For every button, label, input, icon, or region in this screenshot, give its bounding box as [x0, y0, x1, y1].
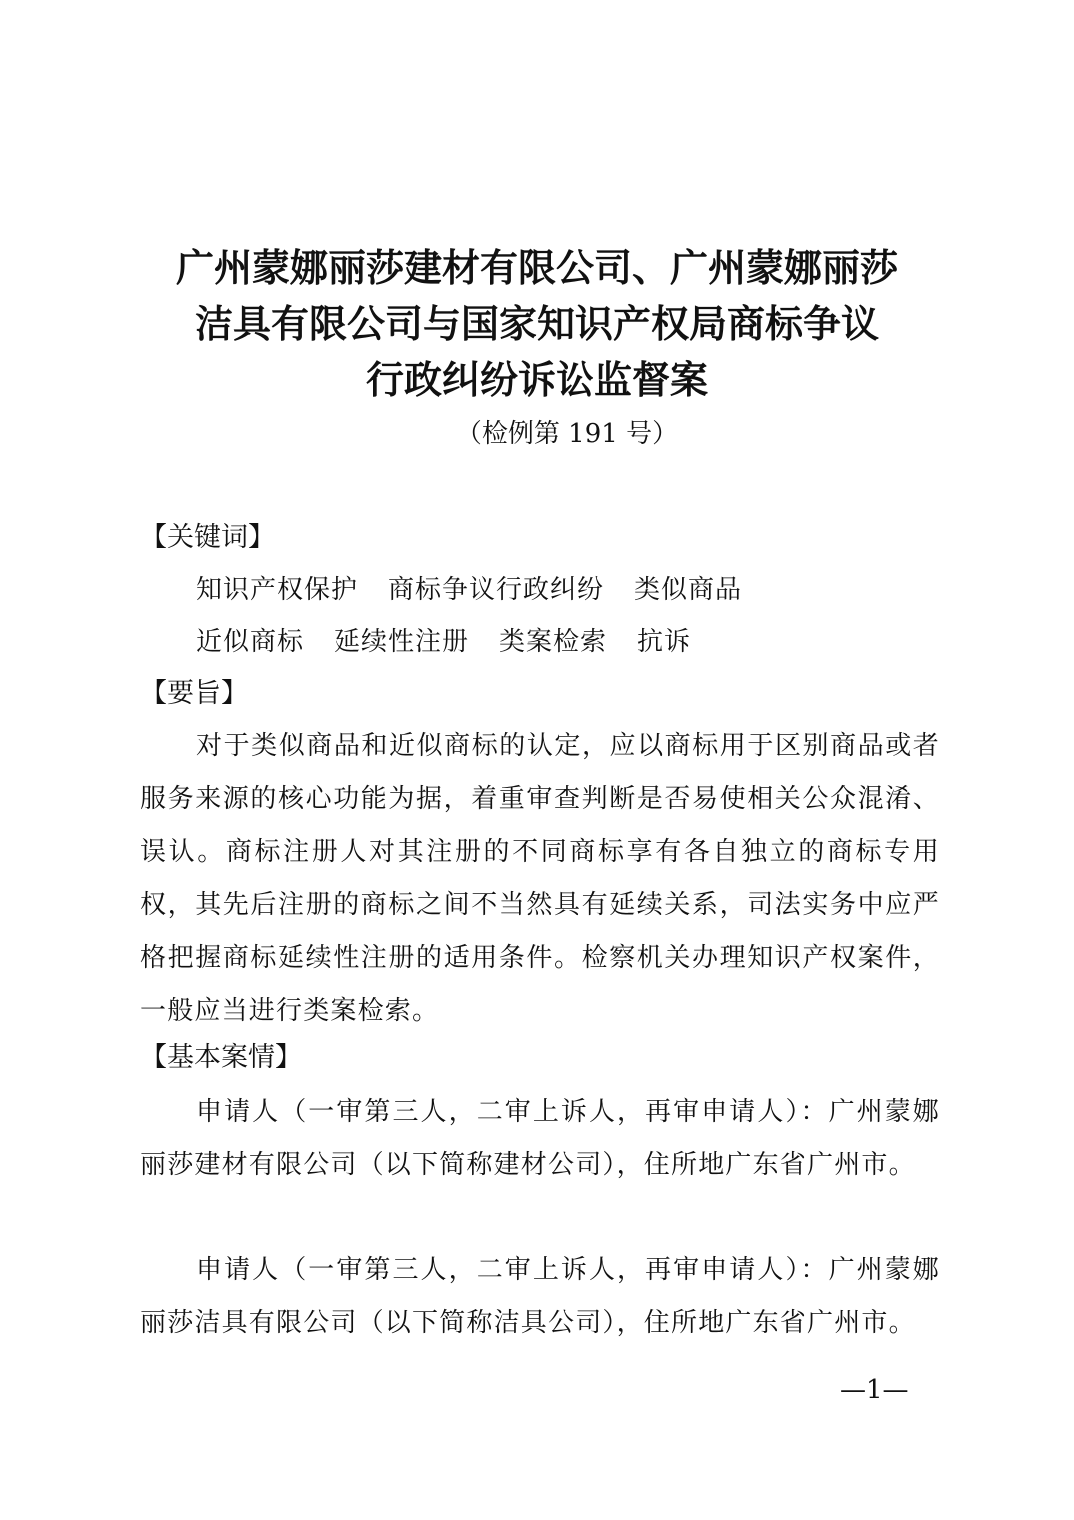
title-line-2: 洁具有限公司与国家知识产权局商标争议 [194, 302, 879, 346]
gist-heading: 【要旨】 [140, 678, 248, 709]
keywords-line-2 [196, 622, 691, 662]
title-line-3: 行政纠纷诉讼监督案 [365, 358, 708, 402]
keywords-heading: 【关键词】 [140, 522, 275, 553]
gist-paragraph: 对于类似商品和近似商标的认定，应以商标用于区别商品或者服务来源的核心功能为据，着重审查判断是否易使相关公众混淆、误认。商标注册人对其注册的不同商标享有各自独立的商标专用权，其先后注册的商标之间不当然具有延续关系，司法实务中应严格把握商标延续性注册的适用条件。检察机关办理知识产权案件，一般应当进行类案检索。 [140, 731, 940, 1026]
keywords-line-1 [196, 570, 742, 610]
keyword-item: 知识产权保护 [196, 575, 359, 605]
keyword-item: 延续性注册 [334, 627, 470, 657]
title-line-1: 广州蒙娜丽莎建材有限公司、广州蒙娜丽莎 [175, 246, 898, 290]
basic-facts-heading: 【基本案情】 [140, 1042, 302, 1073]
case-number-text: （检例第 191 号） [455, 419, 679, 449]
page-number: —1— [840, 1375, 909, 1405]
keyword-item: 商标争议行政纠纷 [388, 575, 605, 605]
keyword-item: 类案检索 [499, 627, 608, 657]
basic-facts-paragraph-2: 申请人（一审第三人，二审上诉人，再审申请人）：广州蒙娜丽莎洁具有限公司（以下简称洁具公司），住所地广东省广州市。 [140, 1255, 940, 1338]
keyword-item: 抗诉 [637, 627, 692, 657]
keyword-item: 类似商品 [634, 575, 743, 605]
document-title [80, 240, 994, 454]
basic-facts-paragraph-1: 申请人（一审第三人，二审上诉人，再审申请人）：广州蒙娜丽莎建材有限公司（以下简称建材公司），住所地广东省广州市。 [140, 1097, 940, 1180]
case-number [80, 414, 994, 454]
keyword-item: 近似商标 [196, 627, 305, 657]
